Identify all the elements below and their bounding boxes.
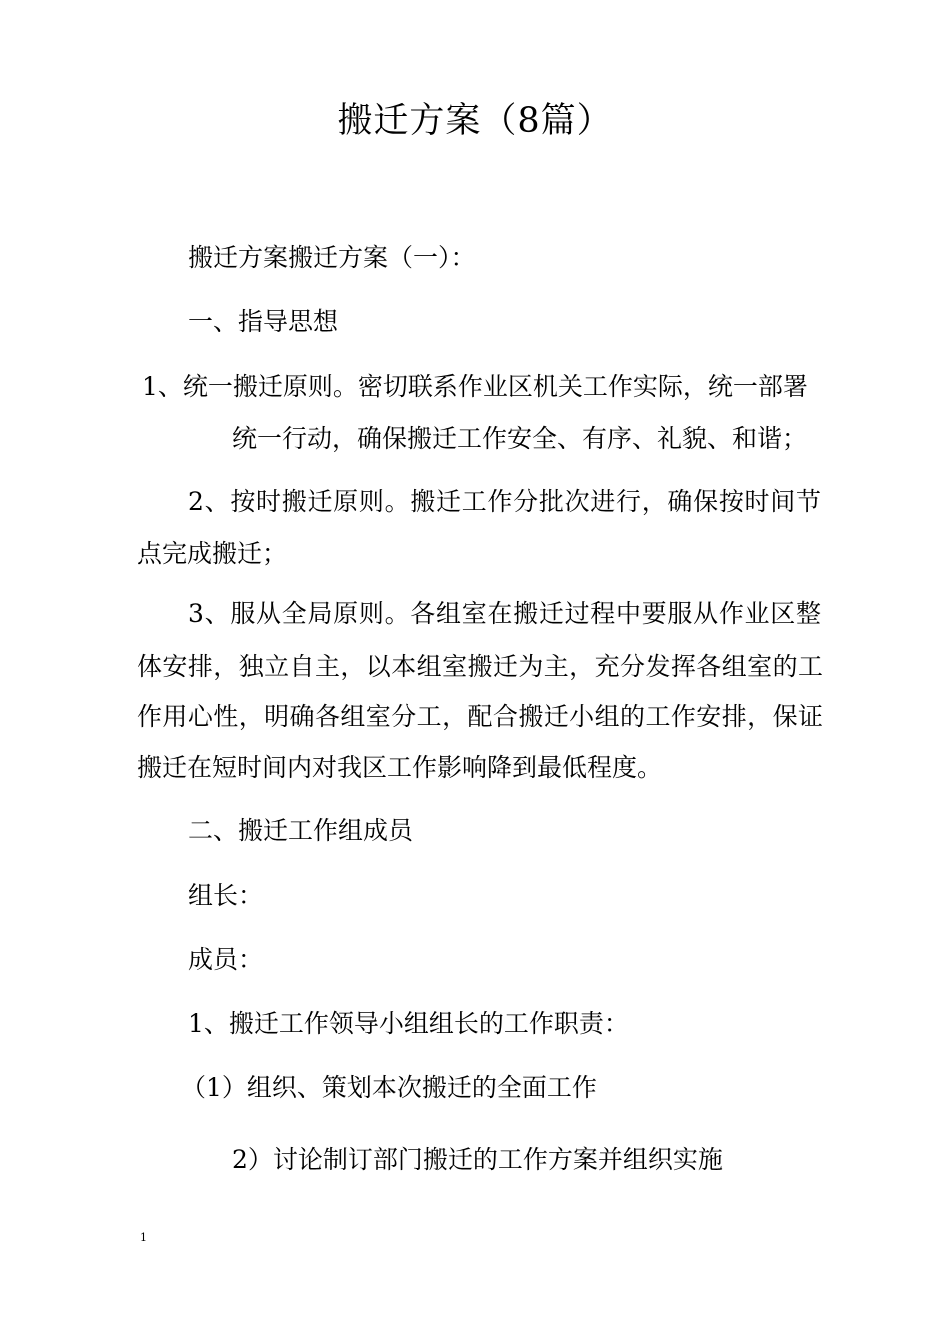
section-heading-guiding-thought: 一、指导思想 [188, 307, 339, 336]
duty-item-1: （1）组织、策划本次搬迁的全面工作 [181, 1073, 597, 1102]
members-label: 成员： [188, 945, 264, 974]
page-number: 1 [140, 1231, 147, 1244]
duty-heading: 1、搬迁工作领导小组组长的工作职责： [188, 1009, 629, 1038]
subtitle: 搬迁方案搬迁方案（一）： [188, 243, 476, 272]
principle-3-line-4: 搬迁在短时间内对我区工作影响降到最低程度。 [137, 753, 663, 782]
duty-item-2: 2）讨论制订部门搬迁的工作方案并组织实施 [232, 1145, 723, 1174]
leader-label: 组长： [188, 881, 264, 910]
principle-2-line-2: 点完成搬迁； [137, 539, 288, 568]
principle-3-line-1: 3、服从全局原则。各组室在搬迁过程中要服从作业区整 [188, 599, 821, 628]
principle-1-line-1: 1、统一搬迁原则。密切联系作业区机关工作实际，统一部署 [142, 372, 808, 401]
principle-3-line-3: 作用心性，明确各组室分工，配合搬迁小组的工作安排，保证 [137, 702, 823, 731]
principle-2-line-1: 2、按时搬迁原则。搬迁工作分批次进行，确保按时间节 [188, 487, 821, 516]
document-title: 搬迁方案（8篇） [337, 101, 613, 141]
section-heading-team-members: 二、搬迁工作组成员 [188, 816, 414, 845]
principle-1-line-2: 统一行动，确保搬迁工作安全、有序、礼貌、和谐； [232, 424, 808, 453]
principle-3-line-2: 体安排，独立自主，以本组室搬迁为主，充分发挥各组室的工 [137, 652, 823, 681]
